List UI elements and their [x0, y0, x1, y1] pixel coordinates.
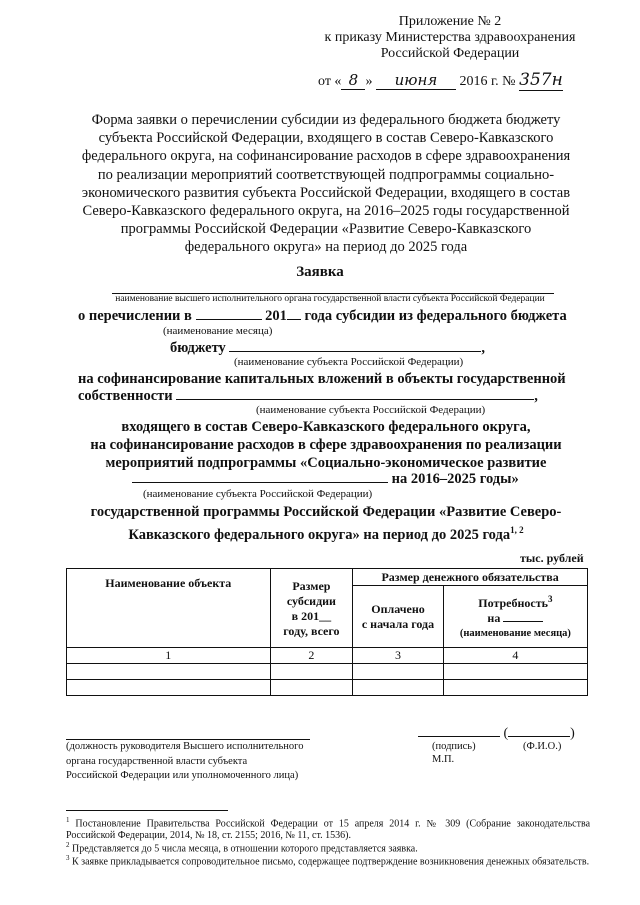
- form-title-line: Северо-Кавказского федерального округа, на 2016–2025 годы государственной: [82, 203, 570, 220]
- table-cell[interactable]: [353, 680, 444, 696]
- property-label: собственности: [78, 388, 173, 404]
- transfer-line: [78, 308, 598, 325]
- monetary-obligation-header: Размер денежного обязательства: [353, 569, 588, 586]
- form-title-line: федерального округа, на софинансирование расходов в сфере здравоохранения: [81, 148, 571, 165]
- table-cell[interactable]: [67, 664, 271, 680]
- footnote-2: $^2$ Представляется до 5 числа месяца, в отношении которого представляется заявка.: [66, 841, 418, 855]
- order-date-line: [318, 70, 608, 91]
- cofinancing-line: на софинансирование капитальных вложений в объекты государственной: [78, 371, 566, 387]
- seal-place: М.П.: [432, 754, 455, 765]
- appendix-header: [300, 14, 600, 62]
- col-number: 1: [67, 648, 271, 664]
- order-number: 357н: [519, 70, 563, 90]
- table-cell[interactable]: [270, 680, 353, 696]
- budget-subject-blank: [229, 351, 481, 352]
- col-paid-header: Оплачено с начала года: [353, 586, 444, 648]
- col-number: 2: [270, 648, 353, 664]
- subject-caption-3: (наименование субъекта Российской Федерации): [143, 488, 373, 500]
- date-day: 8: [341, 71, 365, 90]
- subprogram-subject-blank: [132, 482, 388, 483]
- fio-blank[interactable]: [508, 736, 570, 737]
- transfer-year: 201: [265, 308, 287, 324]
- entering-line: входящего в состав Северо-Кавказского федерального округа,: [121, 419, 531, 435]
- transfer-text-c: года субсидии из федерального бюджета: [304, 308, 567, 324]
- application-heading: Заявка: [296, 264, 344, 280]
- appendix-number: Приложение № 2: [398, 14, 502, 29]
- fio-open-paren: (: [503, 726, 509, 741]
- signature-blank[interactable]: [418, 736, 500, 737]
- table-cell[interactable]: [67, 680, 271, 696]
- years-line: [132, 471, 532, 488]
- footnote-separator: [66, 810, 228, 811]
- table-cell[interactable]: [443, 664, 587, 680]
- subject-caption-2: (наименование субъекта Российской Федерации): [256, 404, 486, 416]
- table-cell[interactable]: [353, 664, 444, 680]
- date-year: 2016 г. №: [459, 74, 516, 89]
- transfer-text-a: о перечислении в: [78, 308, 192, 324]
- date-mid: »: [365, 74, 373, 89]
- fio-caption: (Ф.И.О.): [523, 741, 562, 752]
- program-line: государственной программы Российской Федерации «Развитие Северо-: [90, 504, 562, 520]
- year-blank: [287, 319, 301, 320]
- property-line: [78, 388, 598, 405]
- form-title-line: Форма заявки о перечислении субсидии из федерального бюджета бюджету: [91, 112, 561, 128]
- program-block: [60, 503, 592, 544]
- col-object-name-header: Наименование объекта: [67, 569, 271, 648]
- objects-table: [66, 568, 588, 696]
- footnote-1: $^1$ Постановление Правительства Российской Федерации от 15 апреля 2014 г. № 309 (Собрание законодательства Российской Федерации, 2014, № 18, ст. 2155; 2016, № 11, ст. 1536).: [66, 816, 591, 842]
- program-line: Кавказского федерального округа» на период до 2025 года$^{1, 2}$: [128, 525, 524, 543]
- fio-close-paren: ): [570, 726, 575, 741]
- footnote-3: $^3$ К заявке прикладывается сопроводительное письмо, содержащее подтверждение возникновения денежных обязательств.: [66, 854, 590, 868]
- date-prefix: от «: [318, 74, 342, 89]
- entering-block: [60, 418, 592, 472]
- table-cell[interactable]: [270, 664, 353, 680]
- col-number: 3: [353, 648, 444, 664]
- col-subsidy-size-header: Размер субсидии в 201__ году, всего: [270, 569, 353, 648]
- col-need-header: Потребность$^3$ на (наименование месяца): [443, 586, 587, 648]
- signature-caption: (подпись): [432, 741, 476, 752]
- signature-fio-line: [418, 726, 608, 742]
- entering-line: мероприятий подпрограммы «Социально-экономическое развитие: [105, 455, 547, 471]
- property-blank: [176, 399, 534, 400]
- table-row: [67, 680, 588, 696]
- subject-caption-1: (наименование субъекта Российской Федерации): [234, 356, 464, 368]
- order-reference: к приказу Министерства здравоохранения: [324, 30, 576, 45]
- form-title-line: по реализации мероприятий соответствующей подпрограммы социально-: [97, 166, 555, 183]
- col-number: 4: [443, 648, 587, 664]
- budget-line: [170, 340, 510, 357]
- ministry-name: Российской Федерации: [380, 46, 520, 61]
- budget-label: бюджету: [170, 340, 226, 356]
- table-row: [67, 664, 588, 680]
- month-caption: (наименование месяца): [163, 325, 273, 337]
- units-label: тыс. рублей: [520, 551, 584, 565]
- form-title-line: федерального округа» на период до 2025 года: [184, 239, 468, 256]
- footnote-ref-1-2: 1, 2: [510, 525, 524, 535]
- date-month: июня: [376, 71, 456, 90]
- column-numbers-row: [67, 648, 588, 664]
- years-label: на 2016–2025 годы»: [391, 471, 519, 487]
- budget-comma: ,: [481, 340, 486, 356]
- form-title-line: экономического развития субъекта Российской Федерации, входящего в состав: [81, 184, 571, 201]
- property-comma: ,: [534, 388, 538, 404]
- table-cell[interactable]: [443, 680, 587, 696]
- form-title: [60, 111, 592, 257]
- form-title-line: субъекта Российской Федерации, входящего в состав Северо-Кавказского: [98, 130, 554, 147]
- position-caption: (должность руководителя Высшего исполнительного органа государственной власти субъекта Российской Федерации или уполномоченного лица): [66, 741, 304, 781]
- month-blank: [196, 319, 262, 320]
- entering-line: на софинансирование расходов в сфере здравоохранения по реализации: [90, 437, 562, 453]
- organ-name-caption: наименование высшего исполнительного органа государственной власти субъекта Российской Федерации: [115, 294, 545, 304]
- form-title-line: программы Российской Федерации «Развитие Северо-Кавказского: [120, 221, 532, 238]
